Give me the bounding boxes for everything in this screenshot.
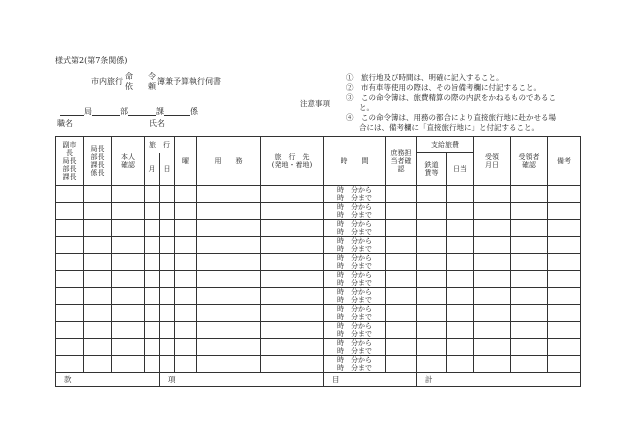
ledger-cell[interactable]	[386, 356, 417, 373]
ledger-cell[interactable]	[160, 271, 175, 288]
ledger-cell[interactable]	[160, 203, 175, 220]
ledger-cell[interactable]	[511, 186, 548, 203]
ledger-cell[interactable]	[474, 288, 511, 305]
table-row	[56, 203, 581, 212]
ledger-cell[interactable]	[548, 220, 581, 237]
ledger-cell[interactable]	[84, 220, 112, 237]
ledger-cell[interactable]	[160, 305, 175, 322]
col-jikan: 時 間	[324, 137, 386, 186]
ledger-cell[interactable]	[511, 339, 548, 356]
ledger-cell[interactable]	[447, 339, 474, 356]
col-juryosha-kakunin: 受領者 確認	[511, 137, 548, 186]
ledger-cell[interactable]	[417, 356, 447, 373]
time-hour-label: 時	[337, 347, 344, 355]
title-suffix: 簿兼予算執行伺書	[157, 77, 221, 86]
ledger-cell[interactable]	[197, 220, 261, 237]
ledger-cell[interactable]	[145, 220, 160, 237]
ledger-cell[interactable]	[197, 203, 261, 220]
form-number: 様式第2(第7条関係)	[55, 56, 128, 65]
field-ka: 課	[156, 107, 164, 116]
ledger-cell[interactable]	[548, 339, 581, 356]
table-row	[56, 356, 581, 365]
time-cell	[324, 254, 386, 263]
col-shomu-tanto: 庶務担 当者確 認	[386, 137, 417, 186]
ledger-cell[interactable]	[447, 305, 474, 322]
title-stack-left-1: 命	[125, 72, 133, 81]
time-hour-label: 時	[337, 220, 344, 228]
office-line	[60, 108, 198, 116]
ledger-cell[interactable]	[197, 254, 261, 271]
ledger-cell[interactable]	[175, 356, 197, 373]
title-prefix: 市内旅行	[91, 77, 123, 86]
ledger-cell[interactable]	[160, 186, 175, 203]
ledger-cell[interactable]	[112, 254, 145, 271]
ledger-cell[interactable]	[197, 288, 261, 305]
ledger-cell[interactable]	[511, 322, 548, 339]
time-cell	[324, 237, 386, 246]
table-row	[56, 186, 581, 195]
time-cell	[324, 228, 386, 237]
ledger-cell[interactable]	[175, 203, 197, 220]
ledger-cell[interactable]	[84, 271, 112, 288]
ledger-cell[interactable]	[447, 186, 474, 203]
time-hour-label: 時	[337, 330, 344, 338]
time-cell	[324, 330, 386, 339]
ledger-cell[interactable]	[511, 356, 548, 373]
ledger-cell[interactable]	[56, 305, 84, 322]
ledger-cell[interactable]	[261, 305, 324, 322]
time-to-label: 分まで	[351, 228, 372, 236]
ledger-cell[interactable]	[548, 186, 581, 203]
ledger-cell[interactable]	[175, 186, 197, 203]
ledger-cell[interactable]	[261, 220, 324, 237]
ledger-cell[interactable]	[474, 305, 511, 322]
ledger-cell[interactable]	[386, 254, 417, 271]
time-cell	[324, 262, 386, 271]
ledger-cell[interactable]	[160, 254, 175, 271]
ledger-cell[interactable]	[112, 305, 145, 322]
time-to-label: 分まで	[351, 313, 372, 321]
ledger-cell[interactable]	[175, 254, 197, 271]
ledger-cell[interactable]	[84, 254, 112, 271]
travel-ledger-table	[55, 136, 581, 387]
ledger-cell[interactable]	[417, 220, 447, 237]
time-cell	[324, 279, 386, 288]
ledger-cell[interactable]	[417, 288, 447, 305]
ledger-cell[interactable]	[84, 186, 112, 203]
ledger-cell[interactable]	[474, 271, 511, 288]
ledger-cell[interactable]	[474, 339, 511, 356]
ledger-cell[interactable]	[56, 356, 84, 373]
field-shokumei: 職名	[57, 119, 73, 128]
title-stack-right-2: 頼	[148, 82, 156, 91]
ledger-cell[interactable]	[261, 339, 324, 356]
time-hour-label: 時	[337, 364, 344, 372]
ledger-cell[interactable]	[197, 237, 261, 254]
ledger-cell[interactable]	[84, 339, 112, 356]
time-hour-label: 時	[337, 228, 344, 236]
time-from-label: 分から	[351, 305, 372, 313]
time-from-label: 分から	[351, 356, 372, 364]
ledger-cell[interactable]	[548, 203, 581, 220]
ledger-cell[interactable]	[112, 322, 145, 339]
ledger-cell[interactable]	[160, 237, 175, 254]
time-from-label: 分から	[351, 339, 372, 347]
ledger-cell[interactable]	[160, 322, 175, 339]
time-to-label: 分まで	[351, 330, 372, 338]
ledger-cell[interactable]	[474, 186, 511, 203]
ledger-cell[interactable]	[417, 305, 447, 322]
ledger-cell[interactable]	[261, 254, 324, 271]
ledger-cell[interactable]	[145, 305, 160, 322]
ledger-cell[interactable]	[261, 203, 324, 220]
ledger-cell[interactable]	[474, 356, 511, 373]
ledger-cell[interactable]	[56, 271, 84, 288]
col-ryokosaki: 旅 行 先 (発地・着地)	[261, 137, 324, 186]
time-to-label: 分まで	[351, 347, 372, 355]
time-to-label: 分まで	[351, 279, 372, 287]
time-to-label: 分まで	[351, 194, 372, 202]
time-hour-label: 時	[337, 245, 344, 253]
ledger-cell[interactable]	[511, 288, 548, 305]
ledger-cell[interactable]	[474, 203, 511, 220]
ledger-cell[interactable]	[511, 271, 548, 288]
time-cell	[324, 203, 386, 212]
col-yobi: 曜	[175, 137, 197, 186]
col-kyokucho: 局長 部長 課長 係長	[84, 137, 112, 186]
ledger-cell[interactable]	[84, 237, 112, 254]
time-hour-label: 時	[337, 271, 344, 279]
ledger-cell[interactable]	[197, 305, 261, 322]
ledger-cell[interactable]	[474, 237, 511, 254]
ledger-cell[interactable]	[447, 254, 474, 271]
table-row	[56, 271, 581, 280]
table-row	[56, 254, 581, 263]
field-kyoku: 局	[84, 107, 92, 116]
time-cell	[324, 271, 386, 280]
time-hour-label: 時	[337, 322, 344, 330]
ledger-cell[interactable]	[447, 203, 474, 220]
time-hour-label: 時	[337, 186, 344, 194]
ledger-cell[interactable]	[84, 322, 112, 339]
note-4-cont: 合には、備考欄に「直接旅行地に」と付記すること。	[359, 123, 539, 132]
ledger-cell[interactable]	[417, 271, 447, 288]
ledger-cell[interactable]	[197, 186, 261, 203]
ledger-cell[interactable]	[386, 271, 417, 288]
ledger-cell[interactable]	[474, 220, 511, 237]
table-row	[56, 322, 581, 331]
time-cell	[324, 339, 386, 348]
ledger-cell[interactable]	[112, 288, 145, 305]
table-row	[56, 305, 581, 314]
ledger-cell[interactable]	[386, 322, 417, 339]
footer-ko: 項	[160, 373, 324, 387]
ledger-cell[interactable]	[511, 305, 548, 322]
time-hour-label: 時	[337, 237, 344, 245]
ledger-cell[interactable]	[112, 356, 145, 373]
ledger-cell[interactable]	[84, 288, 112, 305]
note-3-cont: と。	[359, 103, 374, 112]
time-from-label: 分から	[351, 254, 372, 262]
ledger-cell[interactable]	[56, 322, 84, 339]
ledger-cell[interactable]	[175, 271, 197, 288]
ledger-cell[interactable]	[511, 254, 548, 271]
time-hour-label: 時	[337, 305, 344, 313]
ledger-cell[interactable]	[112, 339, 145, 356]
ledger-cell[interactable]	[112, 237, 145, 254]
ledger-cell[interactable]	[145, 356, 160, 373]
ledger-cell[interactable]	[548, 254, 581, 271]
time-cell	[324, 194, 386, 203]
col-nitto: 日当	[447, 153, 474, 186]
ledger-cell[interactable]	[474, 322, 511, 339]
ledger-cell[interactable]	[447, 220, 474, 237]
ledger-cell[interactable]	[56, 288, 84, 305]
ledger-cell[interactable]	[197, 322, 261, 339]
ledger-cell[interactable]	[386, 220, 417, 237]
ledger-cell[interactable]	[145, 203, 160, 220]
ledger-cell[interactable]	[474, 254, 511, 271]
time-to-label: 分まで	[351, 296, 372, 304]
ledger-cell[interactable]	[145, 339, 160, 356]
time-hour-label: 時	[337, 339, 344, 347]
col-hi: 日	[160, 153, 175, 186]
time-from-label: 分から	[351, 220, 372, 228]
time-hour-label: 時	[337, 211, 344, 219]
ledger-cell[interactable]	[261, 322, 324, 339]
time-cell	[324, 322, 386, 331]
ledger-cell[interactable]	[417, 203, 447, 220]
ledger-cell[interactable]	[175, 305, 197, 322]
ledger-cell[interactable]	[175, 339, 197, 356]
ledger-cell[interactable]	[145, 237, 160, 254]
time-hour-label: 時	[337, 254, 344, 262]
ledger-cell[interactable]	[56, 254, 84, 271]
title-stack-right-1: 令	[148, 72, 156, 81]
ledger-cell[interactable]	[417, 322, 447, 339]
time-cell	[324, 364, 386, 373]
col-ryoko: 旅 行	[145, 137, 175, 153]
ledger-cell[interactable]	[548, 322, 581, 339]
ledger-cell[interactable]	[160, 288, 175, 305]
time-cell	[324, 305, 386, 314]
col-honnin-kakunin: 本人 確認	[112, 137, 145, 186]
ledger-cell[interactable]	[548, 271, 581, 288]
ledger-cell[interactable]	[261, 186, 324, 203]
ledger-cell[interactable]	[511, 220, 548, 237]
ledger-cell[interactable]	[386, 339, 417, 356]
ledger-cell[interactable]	[548, 237, 581, 254]
ledger-cell[interactable]	[417, 237, 447, 254]
time-from-label: 分から	[351, 186, 372, 194]
time-from-label: 分から	[351, 322, 372, 330]
ledger-cell[interactable]	[175, 288, 197, 305]
ledger-cell[interactable]	[145, 271, 160, 288]
time-hour-label: 時	[337, 356, 344, 364]
ledger-cell[interactable]	[261, 237, 324, 254]
ledger-cell[interactable]	[548, 356, 581, 373]
ledger-cell[interactable]	[145, 288, 160, 305]
ledger-cell[interactable]	[145, 322, 160, 339]
time-hour-label: 時	[337, 279, 344, 287]
time-cell	[324, 296, 386, 305]
ledger-cell[interactable]	[261, 356, 324, 373]
ledger-cell[interactable]	[56, 203, 84, 220]
note-1: ① 旅行地及び時間は、明確に記入すること。	[346, 73, 504, 82]
table-row	[56, 220, 581, 229]
time-hour-label: 時	[337, 194, 344, 202]
ledger-cell[interactable]	[197, 271, 261, 288]
ledger-cell[interactable]	[112, 271, 145, 288]
time-from-label: 分から	[351, 288, 372, 296]
ledger-cell[interactable]	[511, 203, 548, 220]
ledger-cell[interactable]	[160, 339, 175, 356]
footer-kei: 計	[417, 373, 581, 387]
ledger-cell[interactable]	[447, 356, 474, 373]
ledger-cell[interactable]	[447, 237, 474, 254]
note-3: ③ この命令簿は、旅費精算の際の内訳をかねるものであるこ	[346, 93, 556, 102]
time-cell	[324, 211, 386, 220]
col-kyufu-ryohi: 支給旅費	[417, 137, 474, 153]
ledger-cell[interactable]	[197, 339, 261, 356]
title-stack-left-2: 依	[125, 82, 133, 91]
ledger-cell[interactable]	[175, 237, 197, 254]
time-from-label: 分から	[351, 237, 372, 245]
ledger-cell[interactable]	[386, 186, 417, 203]
time-from-label: 分から	[351, 271, 372, 279]
time-cell	[324, 313, 386, 322]
ledger-cell[interactable]	[197, 356, 261, 373]
field-shimei: 氏名	[149, 119, 165, 128]
time-hour-label: 時	[337, 262, 344, 270]
ledger-cell[interactable]	[56, 339, 84, 356]
ledger-cell[interactable]	[160, 356, 175, 373]
ledger-cell[interactable]	[261, 271, 324, 288]
footer-kan: 款	[56, 373, 160, 387]
time-cell	[324, 356, 386, 365]
table-row	[56, 288, 581, 297]
time-to-label: 分まで	[351, 211, 372, 219]
ledger-cell[interactable]	[417, 186, 447, 203]
ledger-cell[interactable]	[548, 288, 581, 305]
time-cell	[324, 186, 386, 195]
ledger-cell[interactable]	[56, 220, 84, 237]
time-hour-label: 時	[337, 203, 344, 211]
time-from-label: 分から	[351, 203, 372, 211]
time-to-label: 分まで	[351, 364, 372, 372]
ledger-cell[interactable]	[56, 186, 84, 203]
time-cell	[324, 288, 386, 297]
ledger-cell[interactable]	[56, 237, 84, 254]
ledger-cell[interactable]	[261, 288, 324, 305]
ledger-cell[interactable]	[417, 339, 447, 356]
note-2: ② 市有車等使用の際は、その旨備考欄に付記すること。	[346, 83, 541, 92]
ledger-cell[interactable]	[386, 237, 417, 254]
time-cell	[324, 220, 386, 229]
time-hour-label: 時	[337, 296, 344, 304]
ledger-cell[interactable]	[511, 237, 548, 254]
col-tsuki: 月	[145, 153, 160, 186]
ledger-cell[interactable]	[112, 203, 145, 220]
ledger-cell[interactable]	[112, 220, 145, 237]
ledger-cell[interactable]	[386, 305, 417, 322]
ledger-cell[interactable]	[447, 271, 474, 288]
time-to-label: 分まで	[351, 262, 372, 270]
time-hour-label: 時	[337, 288, 344, 296]
field-bu: 部	[120, 107, 128, 116]
note-4: ④ この命令簿は、用務の都合により直接旅行地に赴かせる場	[346, 113, 556, 122]
time-hour-label: 時	[337, 313, 344, 321]
footer-moku: 目	[324, 373, 417, 387]
ledger-cell[interactable]	[84, 203, 112, 220]
table-row	[56, 339, 581, 348]
col-fukushicho: 副市 長 局長 部長 課長	[56, 137, 84, 186]
time-to-label: 分まで	[351, 245, 372, 253]
ledger-cell[interactable]	[417, 254, 447, 271]
col-juryo-gappi: 受領 月日	[474, 137, 511, 186]
ledger-cell[interactable]	[447, 288, 474, 305]
ledger-cell[interactable]	[112, 186, 145, 203]
ledger-cell[interactable]	[145, 254, 160, 271]
ledger-cell[interactable]	[84, 356, 112, 373]
ledger-cell[interactable]	[548, 305, 581, 322]
ledger-cell[interactable]	[386, 203, 417, 220]
ledger-cell[interactable]	[84, 305, 112, 322]
col-tetsudo: 鉄道 賃等	[417, 153, 447, 186]
table-row	[56, 237, 581, 246]
col-yomu: 用 務	[197, 137, 261, 186]
ledger-cell[interactable]	[175, 220, 197, 237]
ledger-cell[interactable]	[386, 288, 417, 305]
ledger-cell[interactable]	[175, 322, 197, 339]
ledger-cell[interactable]	[447, 322, 474, 339]
col-biko: 備考	[548, 137, 581, 186]
ledger-cell[interactable]	[145, 186, 160, 203]
notes-heading: 注意事項	[300, 99, 330, 108]
field-kakari: 係	[190, 107, 198, 116]
time-cell	[324, 347, 386, 356]
ledger-cell[interactable]	[160, 220, 175, 237]
time-cell	[324, 245, 386, 254]
